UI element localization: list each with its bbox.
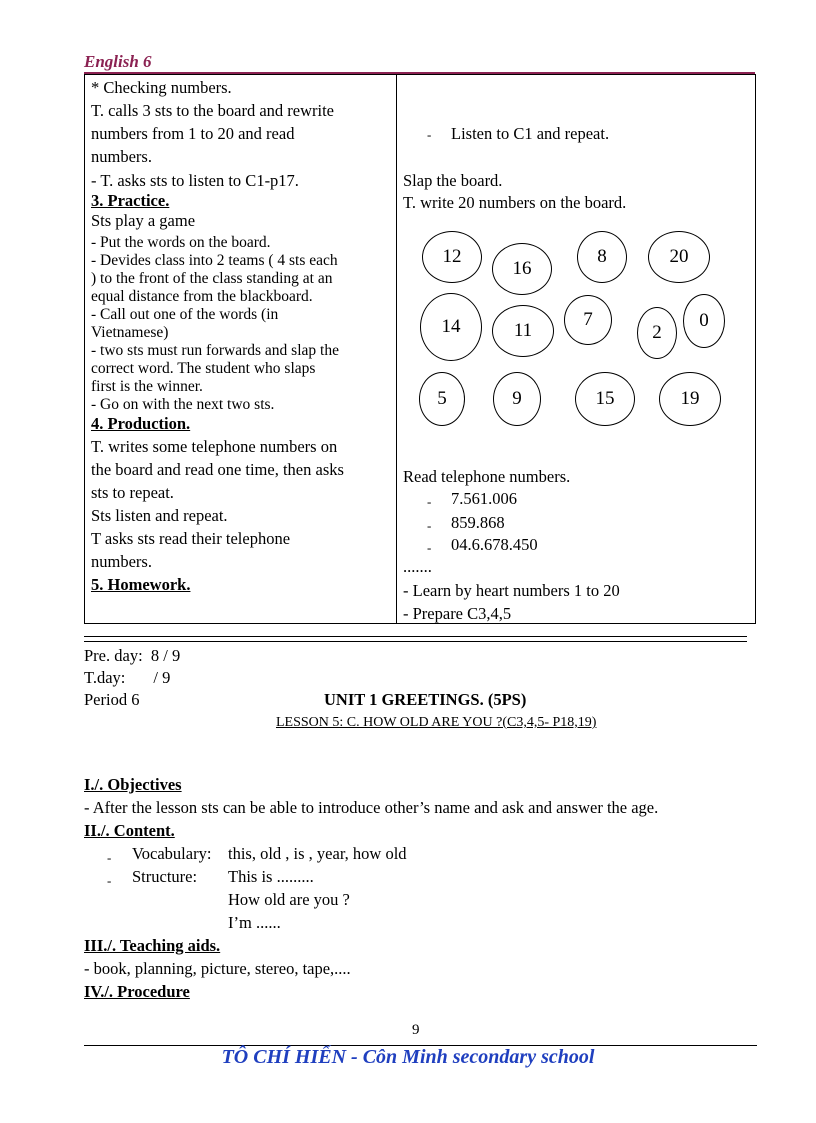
vocab-text: this, old , is , year, how old bbox=[228, 844, 407, 863]
vocab-label: Vocabulary: bbox=[132, 844, 212, 863]
practice-line: - Put the words on the board. bbox=[91, 234, 271, 251]
t-day-value: / 9 bbox=[153, 668, 171, 687]
pre-day-value: 8 / 9 bbox=[150, 646, 181, 665]
objectives-text: - After the lesson sts can be able to introduce other’s name and ask and answer the age. bbox=[84, 798, 659, 817]
aids-heading: III./. Teaching aids. bbox=[84, 936, 221, 955]
number-circle: 16 bbox=[492, 243, 552, 295]
practice-line: - Devides class into 2 teams ( 4 sts each bbox=[91, 252, 338, 269]
number-circle: 12 bbox=[422, 231, 482, 283]
left-line: T. calls 3 sts to the board and rewrite bbox=[91, 101, 334, 120]
dots-text: ....... bbox=[403, 557, 432, 576]
number-circle: 7 bbox=[564, 295, 612, 345]
practice-line: equal distance from the blackboard. bbox=[91, 288, 313, 305]
telephone-number: 7.561.006 bbox=[451, 489, 517, 508]
practice-line: ) to the front of the class standing at an bbox=[91, 270, 333, 287]
structure-line: I’m ...... bbox=[228, 913, 281, 932]
practice-line: Sts play a game bbox=[91, 211, 196, 230]
practice-line: - two sts must run forwards and slap the bbox=[91, 342, 339, 359]
number-circle: 2 bbox=[637, 307, 677, 359]
telephone-number: 04.6.678.450 bbox=[451, 535, 538, 554]
content-heading: II./. Content. bbox=[84, 821, 175, 840]
practice-line: - Go on with the next two sts. bbox=[91, 396, 275, 413]
footer-author: TÔ CHÍ HIẾN - Côn Minh secondary school bbox=[221, 1046, 595, 1068]
unit-title: UNIT 1 GREETINGS. (5PS) bbox=[324, 690, 527, 709]
practice-heading: 3. Practice. bbox=[91, 191, 170, 210]
bullet-dash: - bbox=[107, 873, 112, 888]
divider-line bbox=[84, 636, 747, 637]
pre-day-label: Pre. day: bbox=[84, 646, 143, 665]
homework-line: - Learn by heart numbers 1 to 20 bbox=[403, 581, 620, 600]
slap-text: Slap the board. bbox=[403, 171, 503, 190]
t-day bbox=[84, 668, 170, 688]
header-title: English 6 bbox=[84, 52, 152, 71]
right-column bbox=[397, 75, 756, 624]
telephone-number: 859.868 bbox=[451, 513, 505, 532]
production-line: sts to repeat. bbox=[91, 483, 174, 502]
practice-line: first is the winner. bbox=[91, 378, 203, 395]
production-line: T asks sts read their telephone bbox=[91, 529, 291, 548]
bullet-dash: - bbox=[427, 540, 432, 555]
structure-line: This is ......... bbox=[228, 867, 314, 886]
read-telephone-text: Read telephone numbers. bbox=[403, 467, 571, 486]
production-line: T. writes some telephone numbers on bbox=[91, 437, 338, 456]
objectives-heading: I./. Objectives bbox=[84, 775, 182, 794]
homework-line: - Prepare C3,4,5 bbox=[403, 604, 512, 623]
number-circle: 5 bbox=[419, 372, 465, 426]
left-line: * Checking numbers. bbox=[91, 78, 232, 97]
write-text: T. write 20 numbers on the board. bbox=[403, 193, 627, 212]
bullet-dash: - bbox=[107, 850, 112, 865]
period: Period 6 bbox=[84, 690, 140, 709]
number-circle: 15 bbox=[575, 372, 635, 426]
production-line: the board and read one time, then asks bbox=[91, 460, 344, 479]
aids-text: - book, planning, picture, stereo, tape,.... bbox=[84, 959, 351, 978]
homework-heading: 5. Homework. bbox=[91, 575, 191, 594]
practice-line: - Call out one of the words (in bbox=[91, 306, 279, 323]
bullet-dash: - bbox=[427, 494, 432, 509]
production-line: Sts listen and repeat. bbox=[91, 506, 228, 525]
left-column bbox=[85, 75, 397, 624]
bullet-dash: - bbox=[427, 518, 432, 533]
number-circle: 19 bbox=[659, 372, 721, 426]
structure-label: Structure: bbox=[132, 867, 198, 886]
lesson-title: LESSON 5: C. HOW OLD ARE YOU ?(C3,4,5- P18,19) bbox=[276, 715, 597, 730]
t-day-label: T.day: bbox=[84, 668, 126, 687]
practice-line: correct word. The student who slaps bbox=[91, 360, 316, 377]
practice-line: Vietnamese) bbox=[91, 324, 169, 341]
bullet-dash: - bbox=[427, 127, 432, 142]
production-line: numbers. bbox=[91, 552, 152, 571]
page-number: 9 bbox=[412, 1022, 420, 1038]
number-circle: 8 bbox=[577, 231, 627, 283]
left-line: - T. asks sts to listen to C1-p17. bbox=[91, 171, 299, 190]
procedure-heading: IV./. Procedure bbox=[84, 982, 190, 1001]
left-line: numbers. bbox=[91, 147, 152, 166]
number-circle: 14 bbox=[420, 293, 482, 361]
left-line: numbers from 1 to 20 and read bbox=[91, 124, 295, 143]
lesson-table bbox=[84, 74, 756, 624]
number-circle: 9 bbox=[493, 372, 541, 426]
pre-day bbox=[84, 646, 180, 666]
listen-text: Listen to C1 and repeat. bbox=[451, 124, 610, 143]
number-circle: 11 bbox=[492, 305, 554, 357]
number-circle: 20 bbox=[648, 231, 710, 283]
number-circle: 0 bbox=[683, 294, 725, 348]
structure-line: How old are you ? bbox=[228, 890, 350, 909]
production-heading: 4. Production. bbox=[91, 414, 191, 433]
divider-line bbox=[84, 641, 747, 642]
